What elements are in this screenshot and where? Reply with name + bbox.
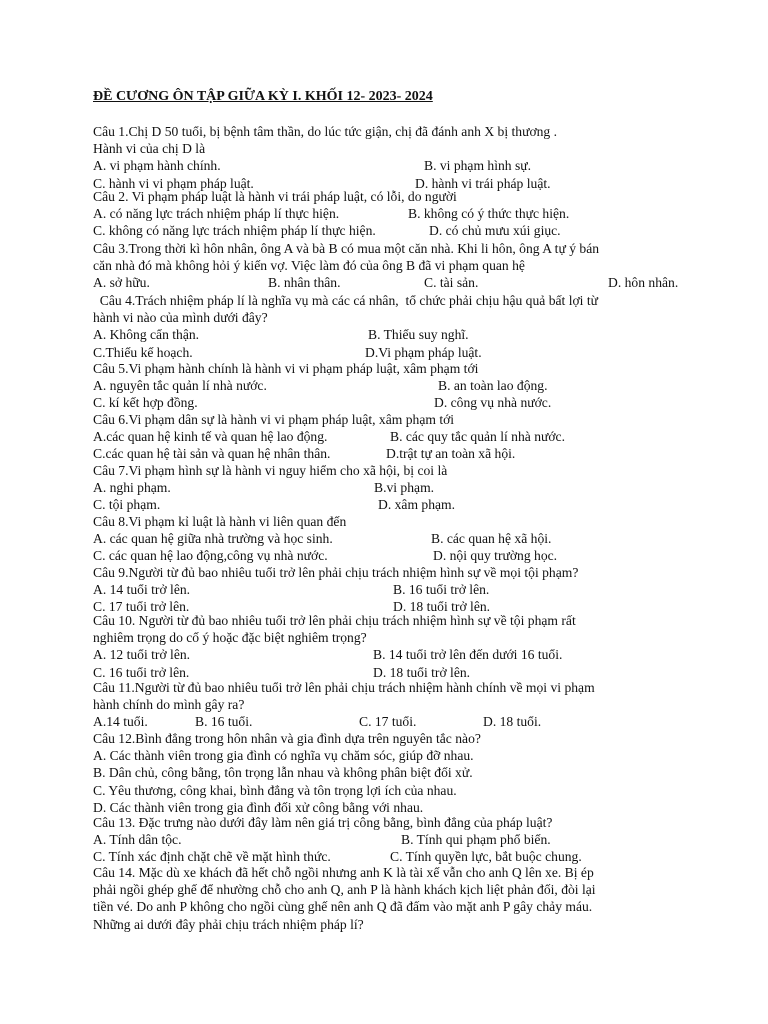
option-b: B. 14 tuổi trở lên đến dưới 16 tuổi.: [373, 647, 563, 663]
question-5: [93, 360, 653, 412]
question-stem: Câu 2. Vi phạm pháp luật là hành vi trái pháp luật, có lỗi, do người: [93, 189, 457, 204]
option-b: B. 16 tuổi trở lên.: [393, 582, 490, 598]
option-d: D. nội quy trường học.: [433, 548, 558, 564]
option-c: C. Yêu thương, công khai, bình đẳng và tôn trọng lợi ích của nhau.: [93, 782, 457, 798]
option-b: B. không có ý thức thực hiện.: [408, 206, 570, 222]
option-c: C. 17 tuổi.: [359, 714, 417, 730]
question-stem: Những ai dưới đây phải chịu trách nhiệm pháp lí?: [93, 916, 364, 932]
question-stem: Câu 1.Chị D 50 tuổi, bị bệnh tâm thần, do lúc tức giận, chị đã đánh anh X bị thương .: [93, 124, 558, 139]
question-stem: Câu 3.Trong thời kì hôn nhân, ông A và bà B có mua một căn nhà. Khi li hôn, ông A tự ý bán: [93, 241, 600, 256]
option-b: B. Tính qui phạm phổ biến.: [401, 832, 551, 848]
option-c-2: C. Tính quyền lực, bắt buộc chung.: [390, 849, 582, 865]
option-d: D. 18 tuổi.: [483, 714, 542, 730]
question-stem: Hành vi của chị D là: [93, 141, 206, 157]
option-c: C. 16 tuổi trở lên.: [93, 664, 190, 680]
option-b: B. vi phạm hình sự.: [424, 158, 532, 174]
option-c: C. kí kết hợp đồng.: [93, 395, 198, 411]
question-stem: Câu 6.Vi phạm dân sự là hành vi vi phạm pháp luật, xâm phạm tới: [93, 412, 455, 427]
option-d: D. Các thành viên trong gia đình đối xử công bằng với nhau.: [93, 799, 424, 815]
option-a: A. nguyên tắc quản lí nhà nước.: [93, 378, 267, 394]
option-a: A. sở hữu.: [93, 275, 150, 291]
question-stem: Câu 7.Vi phạm hình sự là hành vi nguy hiểm cho xã hội, bị coi là: [93, 463, 448, 478]
question-8: [93, 513, 653, 565]
option-b: B. Thiếu suy nghĩ.: [368, 327, 469, 343]
option-b: B.vi phạm.: [374, 480, 435, 496]
option-c: C. không có năng lực trách nhiệm pháp lí thực hiện.: [93, 223, 376, 239]
option-d: D. 18 tuổi trở lên.: [393, 599, 491, 615]
option-b: B. 16 tuổi.: [195, 714, 253, 730]
question-stem: hành chính do mình gây ra?: [93, 697, 245, 713]
option-a: A. Không cẩn thận.: [93, 327, 200, 343]
option-d: D. hôn nhân.: [608, 275, 679, 291]
question-stem: tiền vé. Do anh P không cho ngồi cùng ghế nên anh Q đã đấm vào mặt anh P gây chảy máu.: [93, 899, 593, 915]
option-a: A. vi phạm hành chính.: [93, 158, 221, 174]
question-2: [93, 188, 653, 240]
option-d: D.Vi phạm pháp luật.: [365, 344, 482, 360]
question-stem: Câu 9.Người từ đủ bao nhiêu tuổi trở lên phải chịu trách nhiệm hình sự về mọi tội phạm?: [93, 565, 579, 580]
question-stem: Câu 12.Bình đẳng trong hôn nhân và gia đình dựa trên nguyên tắc nào?: [93, 731, 481, 746]
option-a: A. có năng lực trách nhiệm pháp lí thực hiện.: [93, 206, 340, 222]
question-stem: phải ngồi ghép ghế để nhường chỗ cho anh Q, anh P là hành khách kịch liệt phản đối, đòi lại: [93, 882, 596, 898]
question-stem: Câu 8.Vi phạm kỉ luật là hành vi liên quan đến: [93, 514, 347, 529]
question-9: [93, 564, 653, 616]
option-d: D. hành vi trái pháp luật.: [415, 175, 551, 191]
option-a: A. nghi phạm.: [93, 480, 171, 496]
question-stem: Câu 13. Đặc trưng nào dưới đây làm nên giá trị công bằng, bình đẳng của pháp luật?: [93, 815, 553, 830]
question-11: [93, 679, 653, 731]
option-d: D.trật tự an toàn xã hội.: [386, 446, 516, 462]
question-stem: Câu 14. Mặc dù xe khách đã hết chỗ ngồi nhưng anh K là tài xế vẫn cho anh Q lên xe. Bị ép: [93, 865, 594, 880]
question-10: [93, 612, 653, 681]
option-b: B. các quy tắc quản lí nhà nước.: [390, 429, 565, 445]
option-d: D. xâm phạm.: [378, 497, 456, 513]
question-stem: Câu 4.Trách nhiệm pháp lí là nghĩa vụ mà các cá nhân, tổ chức phải chịu hậu quả bất lợi từ: [93, 293, 598, 308]
option-d: D. công vụ nhà nước.: [434, 395, 552, 411]
option-a: A.các quan hệ kinh tế và quan hệ lao động.: [93, 429, 328, 445]
question-1: [93, 123, 653, 192]
option-c: C. hành vi vi phạm pháp luật.: [93, 175, 254, 191]
question-stem: căn nhà đó mà không hỏi ý kiến vợ. Việc làm đó của ông B đã vi phạm quan hệ: [93, 258, 525, 274]
option-a: A. 12 tuổi trở lên.: [93, 647, 191, 663]
question-7: [93, 462, 653, 514]
question-6: [93, 411, 653, 463]
option-a: A. Tính dân tộc.: [93, 832, 182, 848]
option-a: A. 14 tuổi trở lên.: [93, 582, 191, 598]
option-d: D. 18 tuổi trở lên.: [373, 664, 471, 680]
option-c: C. Tính xác định chặt chẽ về mặt hình thức.: [93, 849, 331, 865]
option-c: C.các quan hệ tài sản và quan hệ nhân thân.: [93, 446, 331, 462]
option-b: B. nhân thân.: [268, 275, 341, 291]
question-stem: hành vi nào của mình dưới đây?: [93, 310, 268, 326]
option-b: B. Dân chủ, công bằng, tôn trọng lẫn nhau và không phân biệt đối xử.: [93, 765, 473, 781]
option-a: A.14 tuổi.: [93, 714, 148, 730]
question-14: [93, 864, 653, 933]
option-b: B. an toàn lao động.: [438, 378, 548, 394]
option-a: A. các quan hệ giữa nhà trường và học sinh.: [93, 531, 333, 547]
option-c: C. tài sản.: [424, 275, 479, 291]
option-d: D. có chủ mưu xúi giục.: [429, 223, 561, 239]
page-title: ĐỀ CƯƠNG ÔN TẬP GIỮA KỲ I. KHỐI 12- 2023- 2024: [93, 89, 433, 104]
option-a: A. Các thành viên trong gia đình có nghĩa vụ chăm sóc, giúp đỡ nhau.: [93, 748, 474, 764]
option-c: C. các quan hệ lao động,công vụ nhà nước.: [93, 548, 328, 564]
option-c: C.Thiếu kế hoạch.: [93, 344, 193, 360]
option-b: B. các quan hệ xã hội.: [431, 531, 552, 547]
option-c: C. tội phạm.: [93, 497, 161, 513]
question-4: [93, 292, 653, 361]
question-12: [93, 730, 653, 816]
option-c: C. 17 tuổi trở lên.: [93, 599, 190, 615]
question-stem: nghiêm trọng do cố ý hoặc đặc biệt nghiêm trọng?: [93, 630, 367, 646]
question-13: [93, 814, 653, 866]
question-stem: Câu 5.Vi phạm hành chính là hành vi vi phạm pháp luật, xâm phạm tới: [93, 361, 479, 376]
question-stem: Câu 11.Người từ đủ bao nhiêu tuổi trở lên phải chịu trách nhiệm hành chính về mọi vi phạm: [93, 680, 595, 695]
question-3: [93, 240, 679, 292]
question-stem: Câu 10. Người từ đủ bao nhiêu tuổi trở lên phải chịu trách nhiệm hình sự về tội phạm rất: [93, 613, 576, 628]
